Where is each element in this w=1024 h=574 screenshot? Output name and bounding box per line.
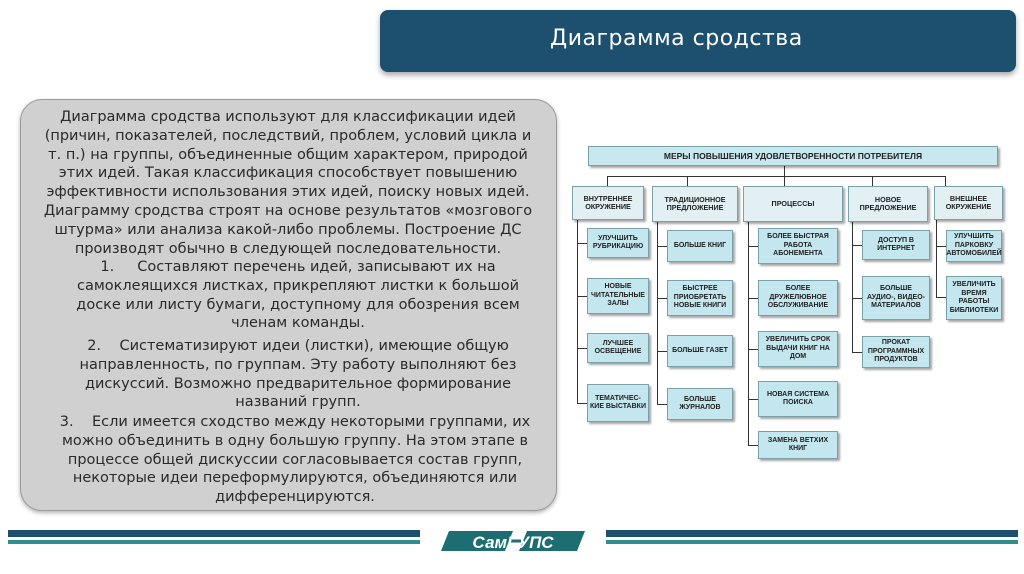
category-0: ВНУТРЕННЕЕ ОКРУЖЕНИЕ (572, 186, 644, 220)
samgups-logo (435, 527, 590, 553)
item-1-2: БОЛЬШЕ ГАЗЕТ (667, 335, 733, 367)
item-3-1: БОЛЬШЕ АУДИО-, ВИДЕО-МАТЕРИАЛОВ (862, 276, 930, 320)
logo-text: СамГУПС (472, 533, 554, 552)
title-bar (380, 10, 1016, 72)
item-2-2: УВЕЛИЧИТЬ СРОК ВЫДАЧИ КНИГ НА ДОМ (758, 331, 838, 367)
footer-rule-right-teal (606, 540, 1018, 544)
item-3-0: ДОСТУП В ИНТЕРНЕТ (862, 230, 930, 260)
item-0-2: ЛУЧШЕЕ ОСВЕЩЕНИЕ (587, 333, 649, 363)
item-0-0: УЛУЧШИТЬ РУБРИКАЦИЮ (587, 228, 649, 258)
item-3-2: ПРОКАТ ПРОГРАММНЫХ ПРОДУКТОВ (862, 336, 930, 368)
item-2-1: БОЛЕЕ ДРУЖЕЛЮБНОЕ ОБСЛУЖИВАНИЕ (758, 280, 838, 316)
diagram-root: МЕРЫ ПОВЫШЕНИЯ УДОВЛЕТВОРЕННОСТИ ПОТРЕБИТЕЛЯ (588, 146, 998, 166)
step-1: 1. Составляют перечень идей, записывают их на самоклеящихся листках, прикрепляют листки к большой доске или листу бумаги, доступному для обозрения всем членам команды. (76, 259, 520, 332)
item-4-0: УЛУЧШИТЬ ПАРКОВКУ АВТОМОБИЛЕЙ (946, 230, 1002, 262)
category-4: ВНЕШНЕЕ ОКРУЖЕНИЕ (934, 186, 1003, 220)
affinity-diagram (566, 140, 1006, 470)
step-3: 3. Если имеется сходство между некоторыми группами, их можно объединить в одну большую группу. На этом этапе в процессе общей дискуссии согласовывается состав групп, некоторые идеи переформулируются, объединяются или дифференцируются. (59, 414, 531, 506)
item-1-3: БОЛЬШЕ ЖУРНАЛОВ (667, 388, 733, 420)
category-2: ПРОЦЕССЫ (743, 186, 843, 222)
category-3: НОВОЕ ПРЕДЛОЖЕНИЕ (848, 186, 928, 222)
item-0-1: НОВЫЕ ЧИТАТЕЛЬНЫЕ ЗАЛЫ (587, 278, 649, 314)
item-2-3: НОВАЯ СИСТЕМА ПОИСКА (758, 381, 838, 417)
item-1-1: БЫСТРЕЕ ПРИОБРЕТАТЬ НОВЫЕ КНИГИ (667, 280, 733, 316)
item-1-0: БОЛЬШЕ КНИГ (667, 230, 733, 262)
footer-rule-left-teal (8, 540, 420, 544)
page-title: Диаграмма сродства (550, 26, 803, 51)
step-2: 2. Систематизируют идеи (листки), имеющие общую направленность, по группам. Эту работу выполняют без дискуссий. Возможно предварительное формирование названий групп. (79, 338, 517, 411)
category-1: ТРАДИЦИОННОЕ ПРЕДЛОЖЕНИЕ (652, 186, 738, 222)
item-0-3: ТЕМАТИЧЕС-КИЕ ВЫСТАВКИ (587, 384, 649, 422)
item-2-0: БОЛЕЕ БЫСТРАЯ РАБОТА АБОНЕМЕНТА (758, 228, 838, 264)
intro-paragraph: Диаграмма сродства используют для классификации идей (причин, показателей, последствий, проблем, условий цикла и т. п.) на группы, объединенные общим характером, природой этих идей. Такая классификация способствует повышению эффективности использования этих идей, поиску новых идей. Диаграмму сродства строят на основе результатов «мозгового штурма» или анализа какой-либо проблемы. Построение ДС производят обычно в следующей последовательности. (43, 109, 533, 257)
item-2-4: ЗАМЕНА ВЕТХИХ КНИГ (758, 431, 838, 459)
footer-rule-left (8, 530, 420, 537)
footer-rule-right (606, 530, 1018, 537)
item-4-1: УВЕЛИЧИТЬ ВРЕМЯ РАБОТЫ БИБЛИОТЕКИ (946, 276, 1002, 320)
